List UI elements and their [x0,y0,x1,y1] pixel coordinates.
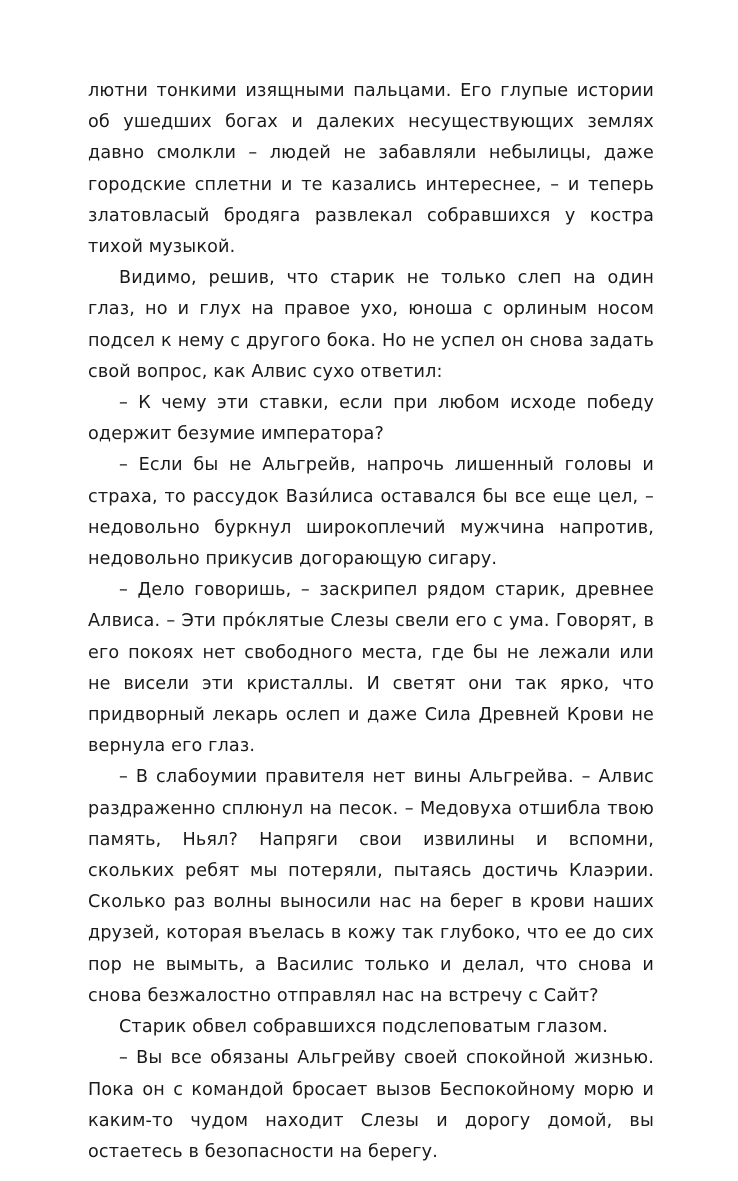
paragraph-narration-1: Видимо, решив, что старик не только слеп на один глаз, но и глух на правое ухо, юноша с орлиным носом подсел к нему с другого бока. Но не успел он снова задать свой вопрос, как Алвис сухо ответил: [88,268,654,382]
dialogue-line-4: – В слабоумии правителя нет вины Альгрейва. – Алвис раздраженно сплюнул на песок. – Медовуха отшибла твою память, Ньял? Напряги свои извилины и вспомни, скольких ребят мы потеряли, пытаясь достичь Клаэрии. Сколько раз волны выносили нас на берег в крови наших друзей, которая въелась в кожу так глубоко, что ее до сих пор не вымыть, а Василис только и делал, что снова и снова безжалостно отправлял нас на встречу с Сайт? [88,767,654,1006]
book-page [88,76,654,1168]
dialogue-line-5: – Вы все обязаны Альгрейву своей спокойной жизнью. Пока он с командой бросает вызов Беспокойному морю и каким-то чудом находит Слезы и дорогу домой, вы остаетесь в безопасности на берегу. [88,1048,654,1162]
paragraph-continuation: лютни тонкими изящными пальцами. Его глупые истории об ушедших богах и далеких несуществующих землях давно смолкли – людей не забавляли небылицы, даже городские сплетни и те казались интереснее, – и теперь златовласый бродяга развлекал собравшихся у костра тихой музыкой. [88,81,654,258]
dialogue-line-2: – Если бы не Альгрейв, напрочь лишенный головы и страха, то рассудок Вази́лиса оставался бы все еще цел, – недовольно буркнул широкоплечий мужчина напротив, недовольно прикусив догорающую сигару. [88,455,654,570]
paragraph-narration-2: Старик обвел собравшихся подслеповатым глазом. [119,1017,608,1038]
dialogue-line-1: – К чему эти ставки, если при любом исходе победу одержит безумие императора? [88,393,654,445]
dialogue-line-3: – Дело говоришь, – заскрипел рядом старик, древнее Алвиса. – Эти про́клятые Слезы свели его с ума. Говорят, в его покоях нет свободного места, где бы не лежали или не висели эти кристаллы. И светят они так ярко, что придворный лекарь ослеп и даже Сила Древней Крови не вернула его глаз. [88,580,654,757]
